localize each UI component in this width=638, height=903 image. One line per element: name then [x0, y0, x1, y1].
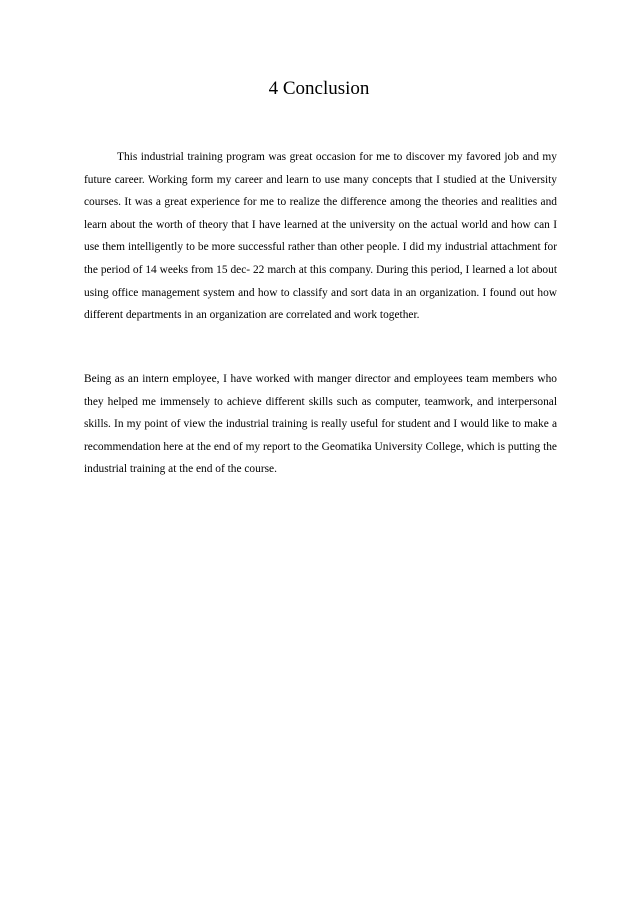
- page-title: 4 Conclusion: [268, 78, 370, 99]
- paragraph-intern-recommendation: Being as an intern employee, I have worked with manger director and employees team members who they helped me immensely to achieve different skills such as computer, teamwork, and interpersonal skills. In my point of view the industrial training is really useful for student and I would like to make a recommendation here at the end of my report to the Geomatika University College, which is putting the industrial training at the end of the course.: [84, 373, 557, 476]
- paragraph-training-experience: This industrial training program was great occasion for me to discover my favored job and my future career. Working form my career and learn to use many concepts that I studied at the University courses. It was a great experience for me to realize the difference among the theories and realities and learn about the worth of theory that I have learned at the university on the actual world and how can I use them intelligently to be more successful rather than other people. I did my industrial attachment for the period of 14 weeks from 15 dec- 22 march at this company. During this period, I learned a lot about using office management system and how to classify and sort data in an organization. I found out how different departments in an organization are correlated and work together.: [84, 151, 557, 322]
